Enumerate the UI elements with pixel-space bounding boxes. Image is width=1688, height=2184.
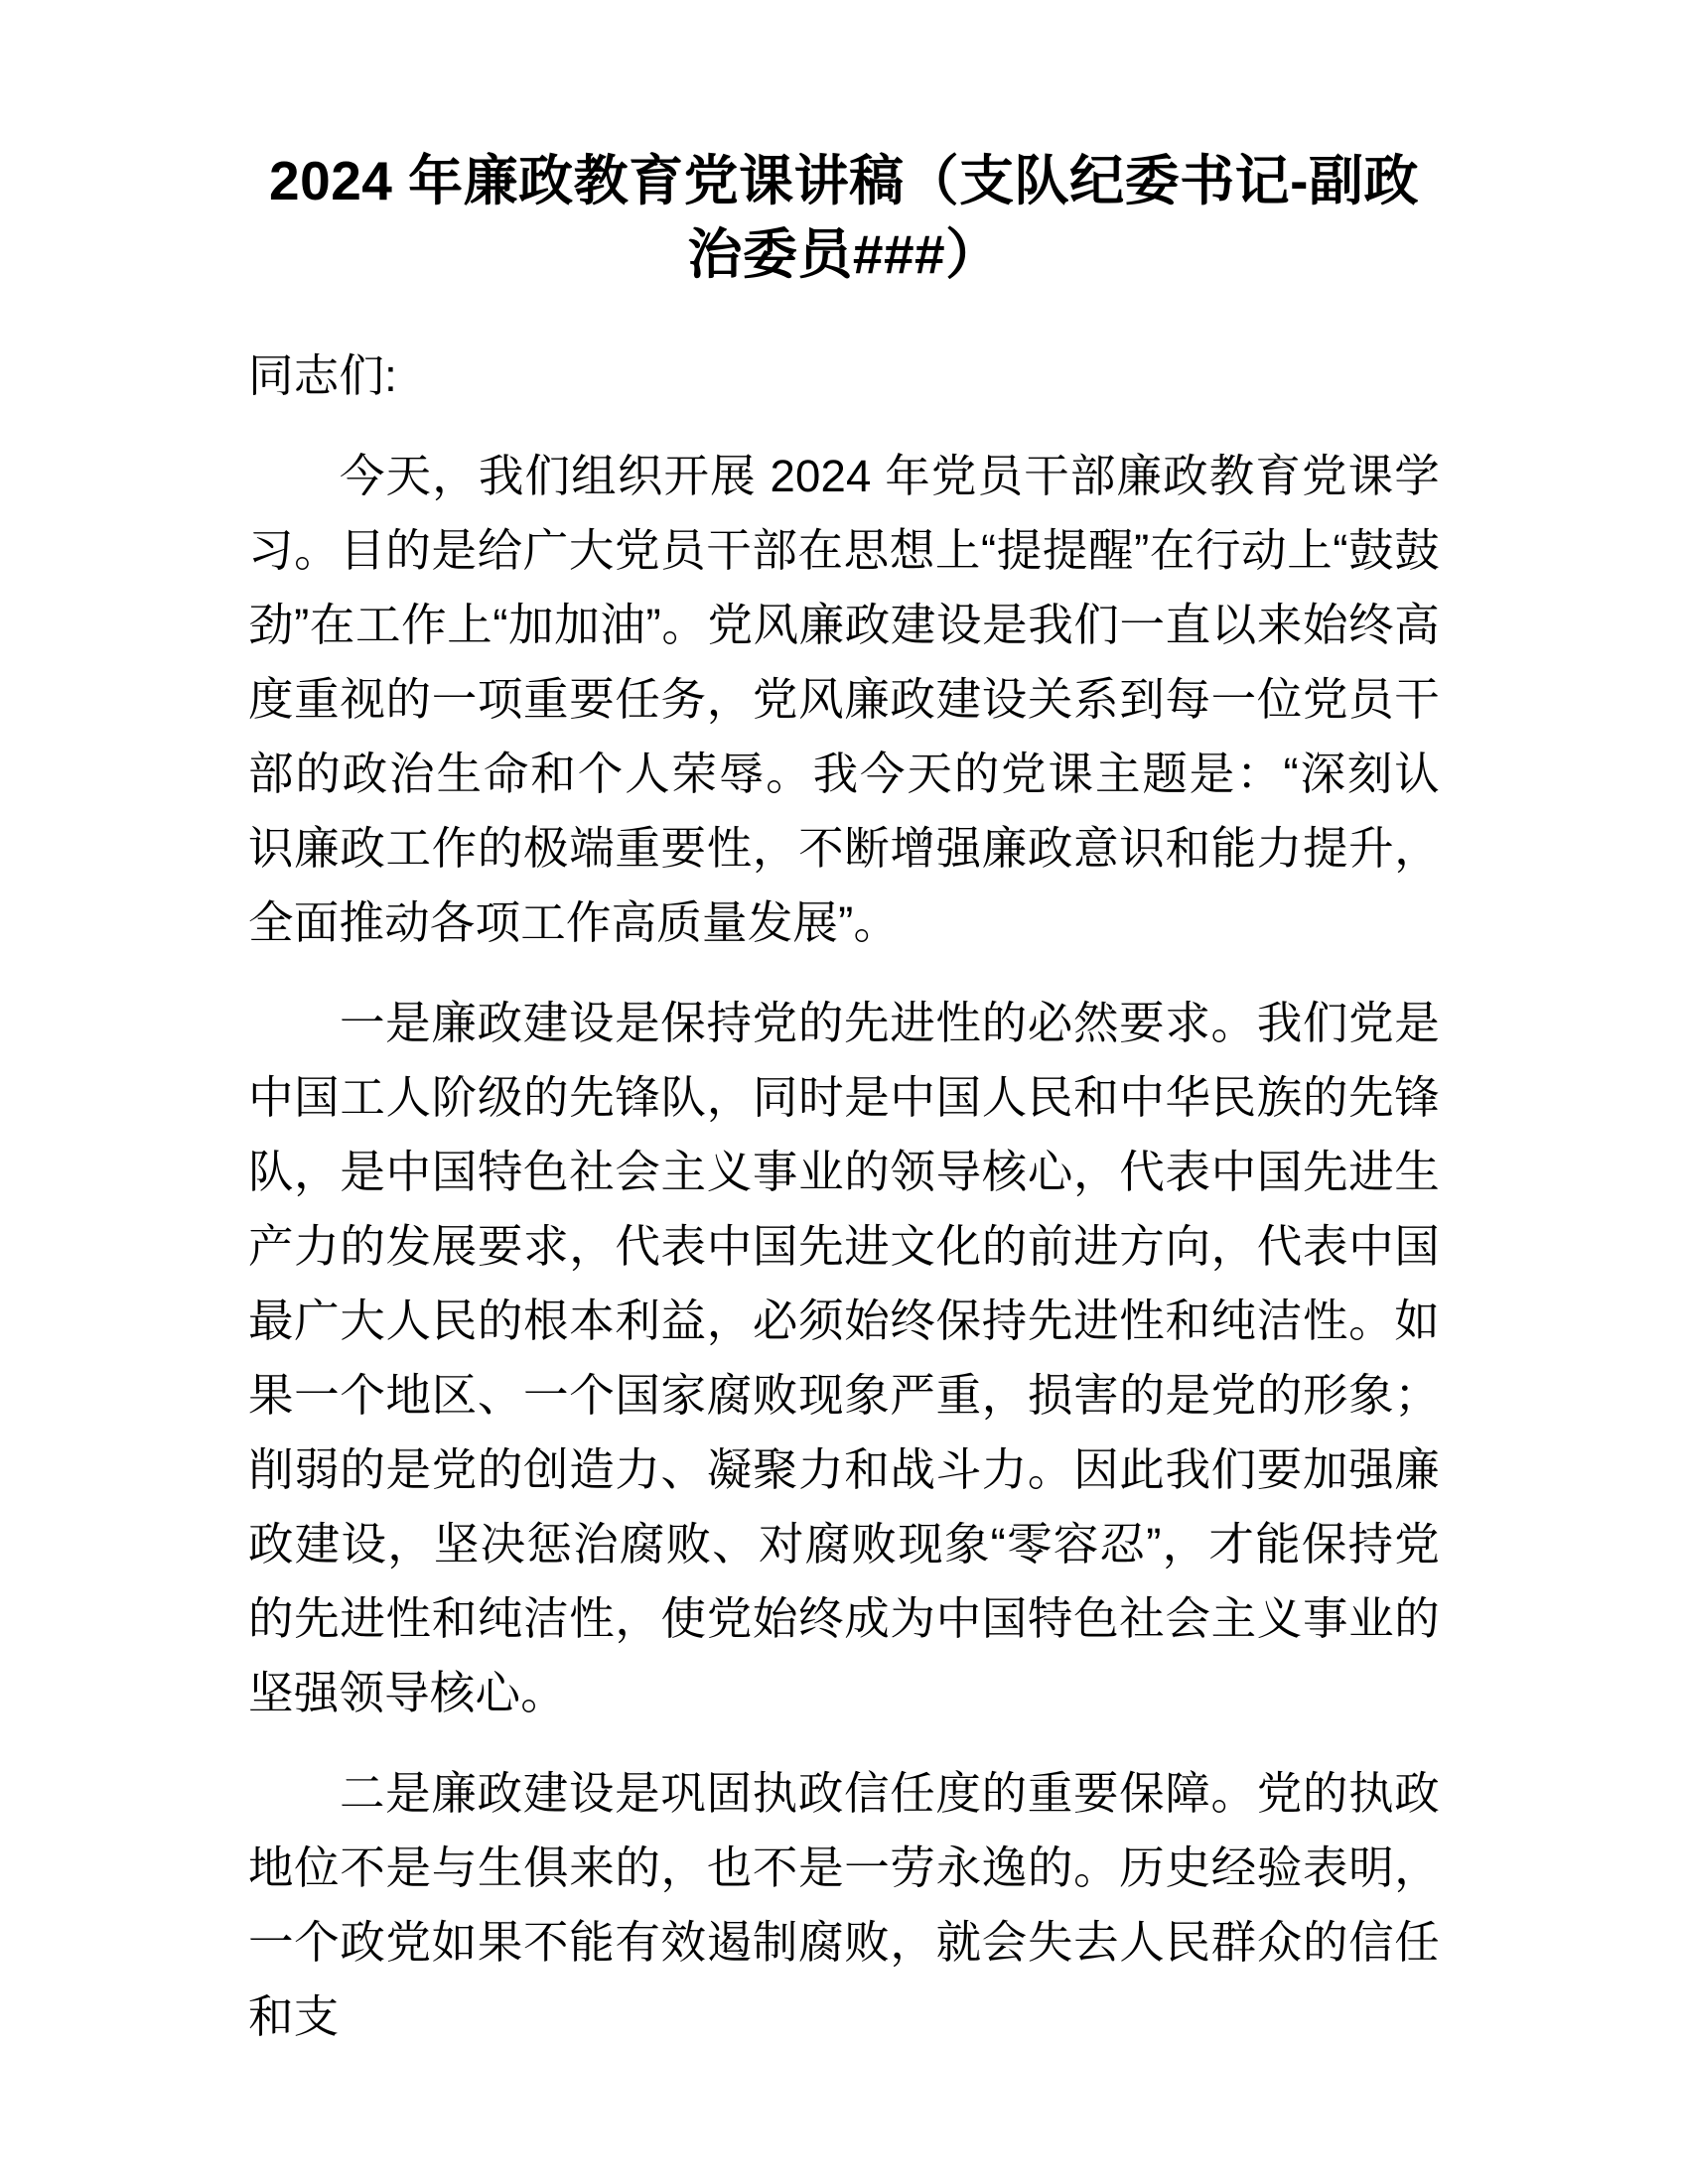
body-paragraph-3: 二是廉政建设是巩固执政信任度的重要保障。党的执政地位不是与生俱来的，也不是一劳永逸的。历史经验表明，一个政党如果不能有效遏制腐败，就会失去人民群众的信任和支	[248, 1768, 1440, 2042]
body-paragraph-2: 一是廉政建设是保持党的先进性的必然要求。我们党是中国工人阶级的先锋队，同时是中国人民和中华民族的先锋队，是中国特色社会主义事业的领导核心，代表中国先进生产力的发展要求，代表中国先进文化的前进方向，代表中国最广大人民的根本利益，必须始终保持先进性和纯洁性。如果一个地区、一个国家腐败现象严重，损害的是党的形象；削弱的是党的创造力、凝聚力和战斗力。因此我们要加强廉政建设，坚决惩治腐败、对腐败现象“零容忍”，才能保持党的先进性和纯洁性，使党始终成为中国特色社会主义事业的坚强领导核心。	[248, 998, 1440, 1718]
page-title: 2024 年廉政教育党课讲稿（支队纪委书记-副政治委员###）	[269, 150, 1419, 285]
salutation: 同志们:	[248, 350, 397, 401]
body-paragraph-1: 今天，我们组织开展 2024 年党员干部廉政教育党课学习。目的是给广大党员干部在思想上“提提醒”在行动上“鼓鼓劲”在工作上“加加油”。党风廉政建设是我们一直以来始终高度重视的一项重要任务，党风廉政建设关系到每一位党员干部的政治生命和个人荣辱。我今天的党课主题是：“深刻认识廉政工作的极端重要性，不断增强廉政意识和能力提升，全面推动各项工作高质量发展”。	[248, 451, 1440, 948]
document-body	[248, 0, 1440, 2054]
